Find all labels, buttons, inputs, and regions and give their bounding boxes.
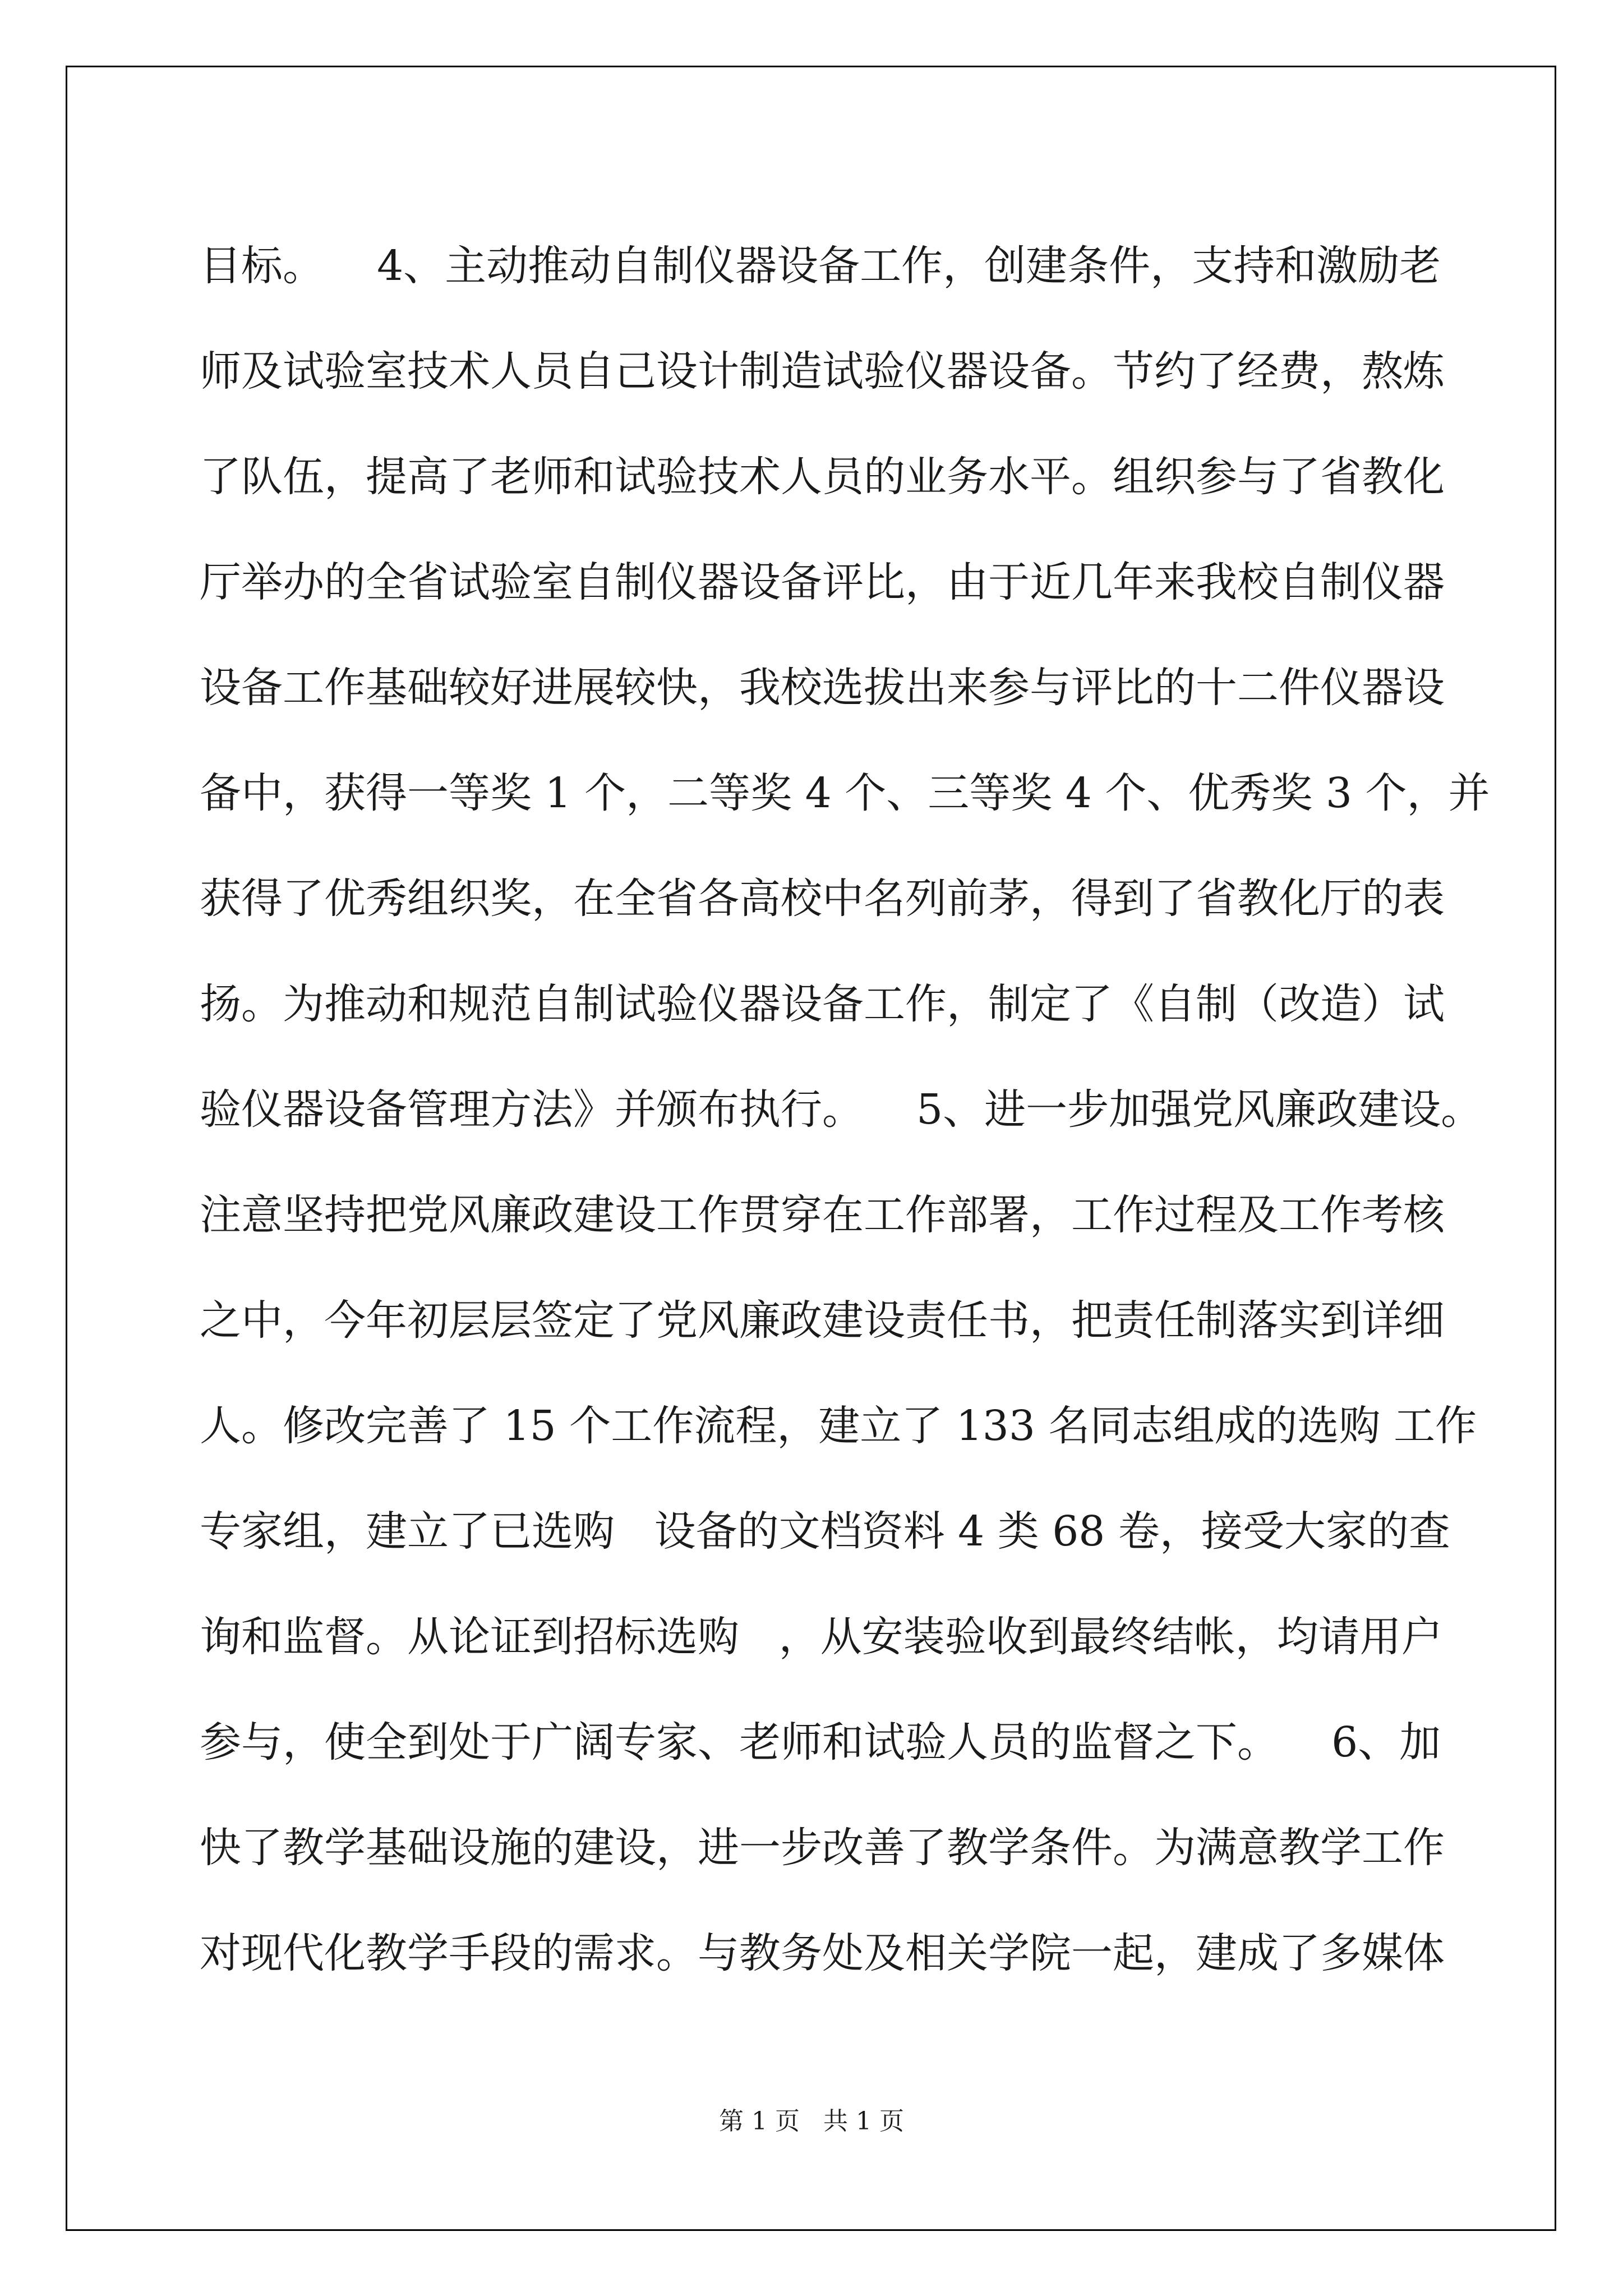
document-body — [200, 213, 1490, 2006]
text-line: 设备工作基础较好进展较快，我校选拔出来参与评比的十二件仪器设 — [200, 664, 1445, 712]
text-line: 人。修改完善了 15 个工作流程，建立了 133 名同志组成的选购 工作 — [200, 1402, 1477, 1450]
text-line: 备中，获得一等奖 1 个，二等奖 4 个、三等奖 4 个、优秀奖 3 个，并 — [200, 769, 1490, 817]
text-line: 参与，使全到处于广阔专家、老师和试验人员的监督之下。 6、加 — [200, 1718, 1441, 1766]
text-line: 对现代化教学手段的需求。与教务处及相关学院一起，建成了多媒体 — [200, 1929, 1445, 1977]
page-footer: 第 1 页 共 1 页 — [719, 2107, 904, 2136]
text-line: 询和监督。从论证到招标选购 ，从安装验收到最终结帐，均请用户 — [200, 1613, 1443, 1661]
text-line: 专家组，建立了已选购 设备的文档资料 4 类 68 卷，接受大家的查 — [200, 1507, 1450, 1556]
text-line: 获得了优秀组织奖，在全省各高校中名列前茅，得到了省教化厅的表 — [200, 875, 1445, 923]
text-line: 扬。为推动和规范自制试验仪器设备工作，制定了《自制（改造）试 — [200, 980, 1445, 1028]
text-line: 之中，今年初层层签定了党风廉政建设责任书，把责任制落实到详细 — [200, 1296, 1445, 1345]
text-line: 注意坚持把党风廉政建设工作贯穿在工作部署，工作过程及工作考核 — [200, 1191, 1445, 1239]
text-line: 了队伍，提高了老师和试验技术人员的业务水平。组织参与了省教化 — [200, 453, 1445, 501]
text-line: 厅举办的全省试验室自制仪器设备评比，由于近几年来我校自制仪器 — [200, 558, 1445, 606]
text-line: 目标。 4、主动推动自制仪器设备工作，创建条件，支持和激励老 — [200, 242, 1441, 290]
text-line: 师及试验室技术人员自己设计制造试验仪器设备。节约了经费，熬炼 — [200, 347, 1445, 395]
text-line: 快了教学基础设施的建设，进一步改善了教学条件。为满意教学工作 — [200, 1824, 1445, 1872]
text-line: 验仪器设备管理方法》并颁布执行。 5、进一步加强党风廉政建设。 — [200, 1085, 1483, 1134]
